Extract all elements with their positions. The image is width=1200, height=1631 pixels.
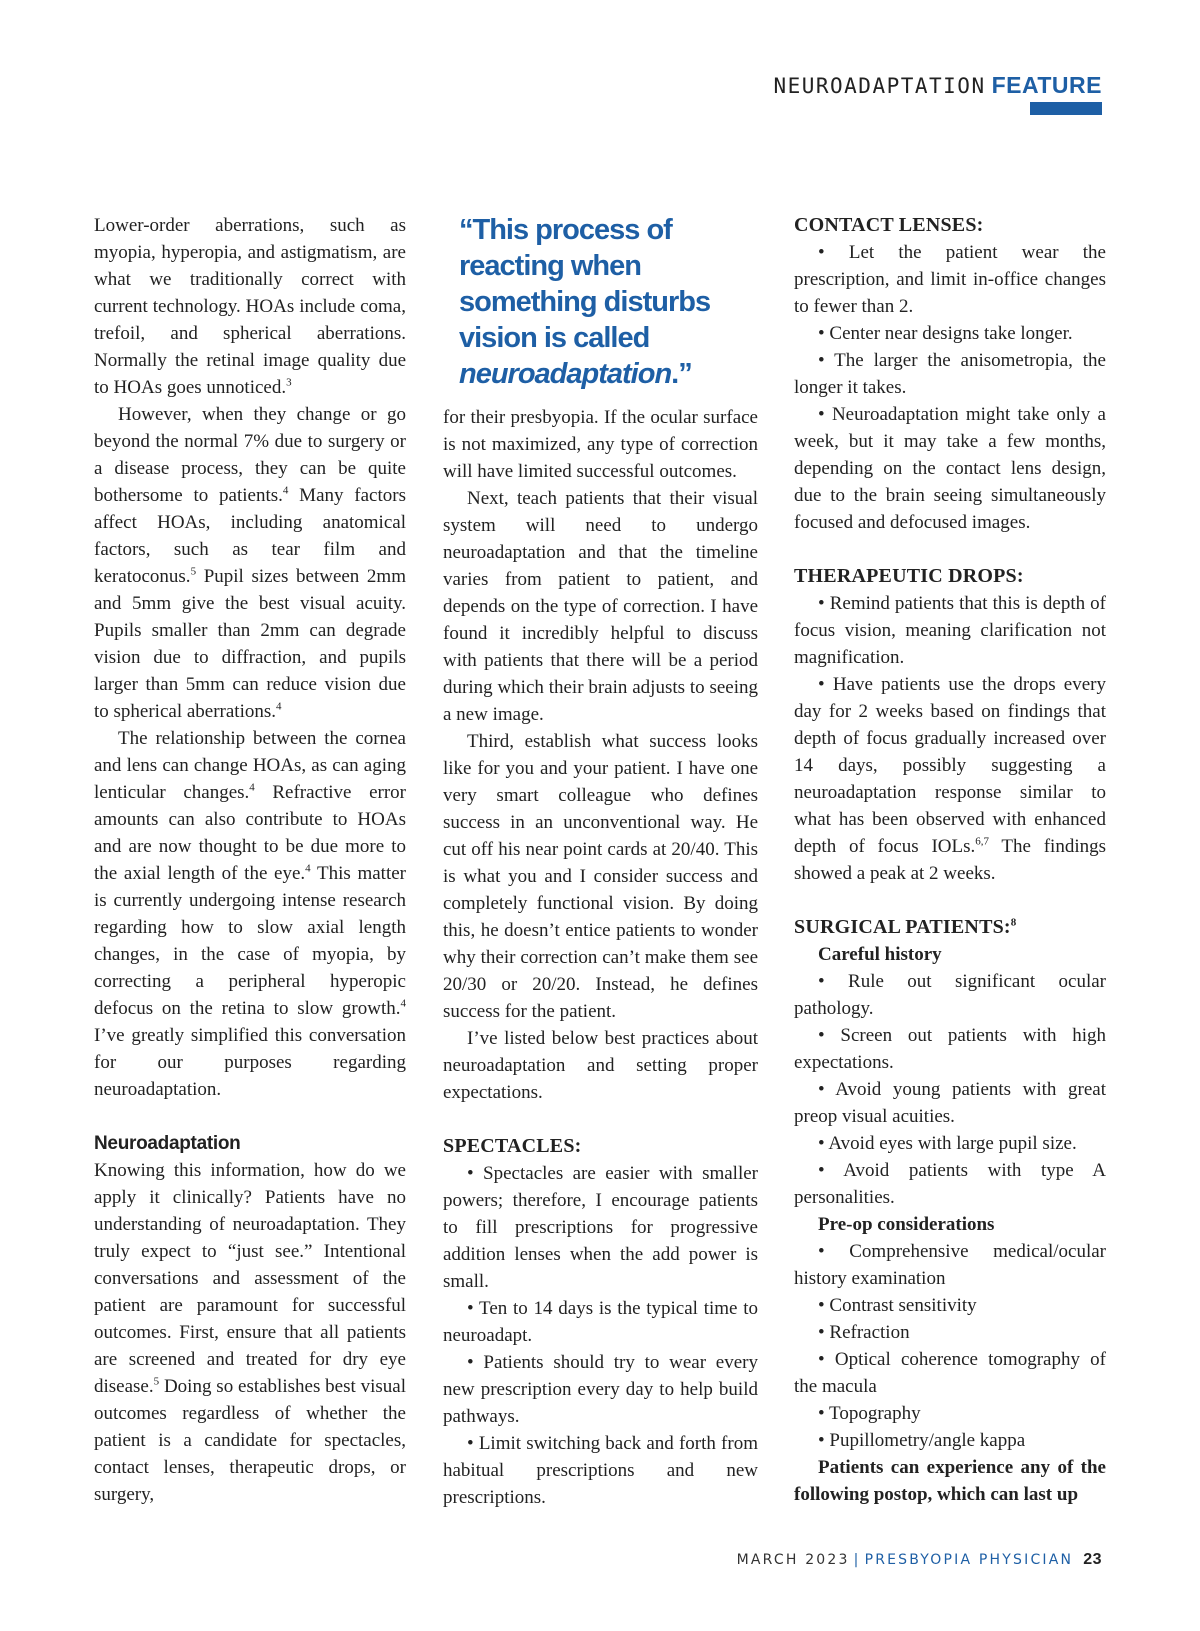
text: This matter is currently undergoing intense research regarding how to slow axial length changes, in the case of myopia, by correcting a peripheral hyperopic defocus on the retina to slow growth. xyxy=(94,863,406,1019)
paragraph: I’ve listed below best practices about neuroadaptation and setting proper expectations. xyxy=(443,1028,758,1103)
bullet-item: • Comprehensive medical/ocular history examination xyxy=(794,1241,1106,1289)
publication-name: PRESBYOPIA PHYSICIAN xyxy=(864,1552,1074,1568)
paragraph xyxy=(94,212,406,401)
bullet-item: • Pupillometry/angle kappa xyxy=(818,1430,1026,1451)
heading-surgical-patients xyxy=(794,914,1106,941)
paragraph: Third, establish what success looks like for you and your patient. I have one very smart colleague who defines success in an unconventional way. He cut off his near point cards at 20/40. This is what you and I consider success and completely functional vision. By doing this, he doesn’t entice patients to wonder why their correction can’t make them see 20/30 or 20/20. Instead, he defines success for the patient. xyxy=(443,731,758,1022)
bullet-item: • Ten to 14 days is the typical time to neuroadapt. xyxy=(443,1298,758,1346)
feature-label: FEATURE xyxy=(991,72,1102,98)
paragraph: Next, teach patients that their visual system will need to undergo neuroadaptation and that the timeline varies from patient to patient, and depends on the type of correction. I have found it incredibly helpful to discuss with patients that there will be a period during which their brain adjusts to seeing a new image. xyxy=(443,488,758,725)
reference: 8 xyxy=(1010,916,1017,929)
text: Knowing this information, how do we apply it clinically? Patients have no understanding of neuroadaptation. They truly expect to “just see.” Intentional conversations and assessment of the patient are paramount for successful outcomes. First, ensure that all patients are screened and treated for dry eye disease. xyxy=(94,1160,406,1397)
text: The findings showed a peak at 2 weeks. xyxy=(794,836,1106,884)
paragraph xyxy=(94,725,406,1103)
text: Pupil sizes between 2mm and 5mm give the best visual acuity. Pupils smaller than 2mm can degrade vision due to diffraction, and pupils larger than 5mm can reduce vision due to spherical aberrations. xyxy=(94,566,406,722)
paragraph-closing: Patients can experience any of the following postop, which can last up xyxy=(794,1457,1106,1505)
reference: 4 xyxy=(282,484,289,497)
reference: 4 xyxy=(276,700,282,713)
reference: 4 xyxy=(249,781,255,794)
issue-date: MARCH 2023 xyxy=(736,1552,850,1568)
text: The relationship between the cornea and lens can change HOAs, as can aging lenticular changes. xyxy=(94,728,406,803)
heading-spectacles: SPECTACLES: xyxy=(443,1135,582,1157)
bullet-item: • Topography xyxy=(818,1403,921,1424)
column-3 xyxy=(794,212,1106,1508)
text: • Have patients use the drops every day for 2 weeks based on findings that depth of focus gradually increased over 14 days, possibly suggesting a neuroadaptation response similar to what has been observed with enhanced depth of focus IOLs. xyxy=(794,674,1106,857)
bullet-item: • Let the patient wear the prescription, and limit in-office changes to fewer than 2. xyxy=(794,242,1106,317)
bullet-item: • Avoid eyes with large pupil size. xyxy=(818,1133,1077,1154)
subheading-neuroadaptation: Neuroadaptation xyxy=(94,1133,241,1154)
column-2 xyxy=(443,212,758,1511)
text: Many factors affect HOAs, including anatomical factors, such as tear film and keratoconus. xyxy=(94,485,406,587)
reference: 4 xyxy=(400,997,406,1010)
page-number: 23 xyxy=(1083,1551,1102,1568)
subheading-careful-history: Careful history xyxy=(818,944,942,965)
text: However, when they change or go beyond the normal 7% due to surgery or a disease process, they can be quite bothersome to patients. xyxy=(94,404,406,506)
bullet-item: • Screen out patients with high expectations. xyxy=(794,1025,1106,1073)
reference: 6,7 xyxy=(975,835,990,848)
bullet-item: • The larger the anisometropia, the longer it takes. xyxy=(794,350,1106,398)
text: Doing so establishes best visual outcomes regardless of whether the patient is a candidate for spectacles, contact lenses, therapeutic drops, or surgery, xyxy=(94,1376,406,1505)
reference: 5 xyxy=(190,565,197,578)
pull-quote-text: .” xyxy=(671,358,692,390)
pull-quote-emphasis: neuroadaptation xyxy=(459,358,672,390)
reference: 5 xyxy=(153,1375,160,1388)
heading-text: SURGICAL PATIENTS: xyxy=(794,916,1011,938)
bullet-item: • Patients should try to wear every new prescription every day to help build pathways. xyxy=(443,1352,758,1427)
pull-quote-text: “This process of reacting when something disturbs vision is called xyxy=(459,214,711,354)
paragraph xyxy=(94,1157,406,1508)
bullet-item: • Rule out significant ocular pathology. xyxy=(794,971,1106,1019)
bullet-item: • Refraction xyxy=(818,1322,910,1343)
bullet-item: • Neuroadaptation might take only a week, but it may take a few months, depending on the contact lens design, due to the brain seeing simultaneously focused and defocused images. xyxy=(794,404,1106,533)
bullet-item: • Optical coherence tomography of the macula xyxy=(794,1349,1106,1397)
bullet-item: • Center near designs take longer. xyxy=(818,323,1073,344)
heading-contact-lenses: CONTACT LENSES: xyxy=(794,214,984,236)
bullet-item: • Limit switching back and forth from habitual prescriptions and new prescriptions. xyxy=(443,1433,758,1508)
heading-therapeutic-drops: THERAPEUTIC DROPS: xyxy=(794,565,1024,587)
header-accent-bar xyxy=(1030,102,1102,115)
paragraph xyxy=(94,401,406,725)
bullet-item: • Spectacles are easier with smaller powers; therefore, I encourage patients to fill prescriptions for progressive addition lenses when the add power is small. xyxy=(443,1163,758,1292)
column-1 xyxy=(94,212,406,1508)
bullet-item: • Avoid patients with type A personalities. xyxy=(794,1160,1106,1208)
section-label: NEUROADAPTATION xyxy=(773,74,986,98)
text: Refractive error amounts can also contribute to HOAs and are now thought to be due more to the axial length of the eye. xyxy=(94,782,406,884)
reference: 4 xyxy=(305,862,311,875)
reference: 3 xyxy=(286,376,292,389)
subheading-preop-considerations: Pre-op considerations xyxy=(818,1214,995,1235)
running-header xyxy=(773,72,1102,99)
text: I’ve greatly simplified this conversation for our purposes regarding neuroadaptation. xyxy=(94,1025,406,1100)
footer-divider: | xyxy=(853,1552,861,1568)
pull-quote xyxy=(459,212,758,392)
text: Lower-order aberrations, such as myopia, hyperopia, and astigmatism, are what we traditionally correct with current technology. HOAs include coma, trefoil, and spherical aberrations. Normally the retinal image quality due to HOAs goes unnoticed. xyxy=(94,215,406,398)
page-footer xyxy=(737,1551,1102,1569)
bullet-item xyxy=(794,671,1106,887)
bullet-item: • Remind patients that this is depth of focus vision, meaning clarification not magnification. xyxy=(794,593,1106,668)
paragraph: for their presbyopia. If the ocular surface is not maximized, any type of correction will have limited successful outcomes. xyxy=(443,407,758,482)
bullet-item: • Contrast sensitivity xyxy=(818,1295,977,1316)
bullet-item: • Avoid young patients with great preop visual acuities. xyxy=(794,1079,1106,1127)
